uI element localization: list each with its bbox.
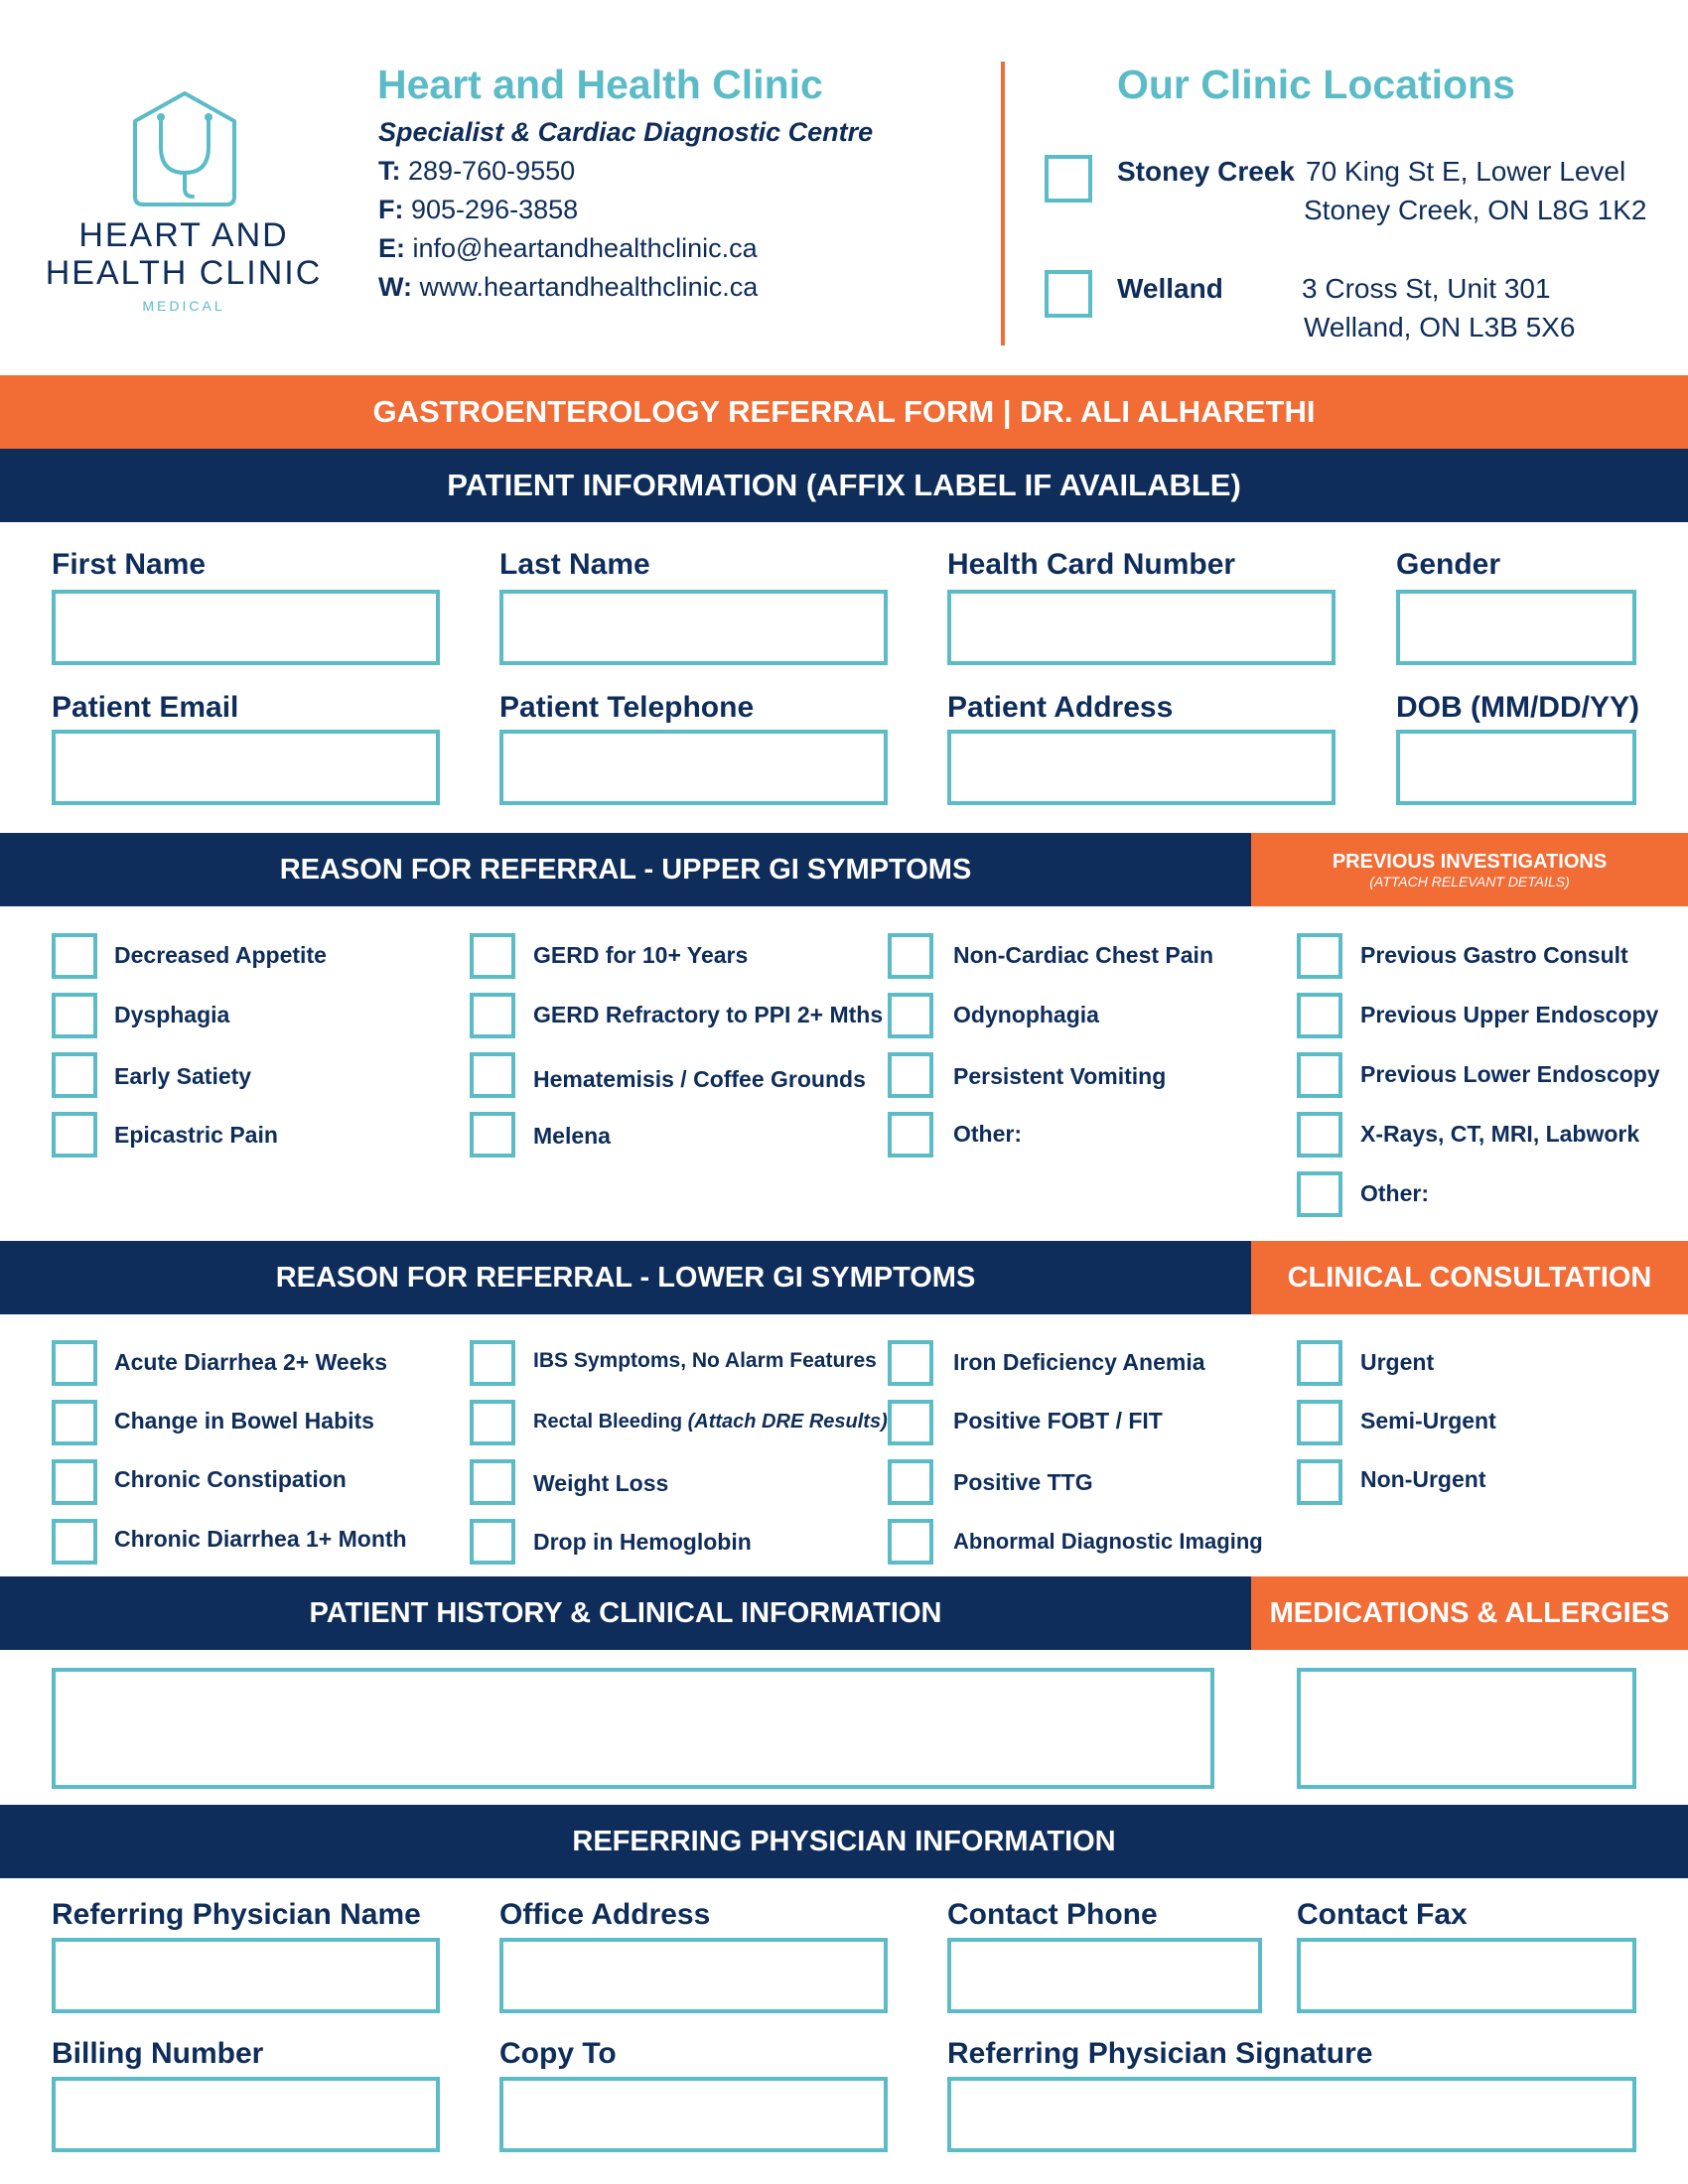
logo-line-3: MEDICAL [142,298,225,314]
previous-lower-endoscopy-checkbox[interactable] [1297,1052,1342,1098]
phone-value: 289-760-9550 [408,156,576,186]
chronic-diarrhea-checkbox[interactable] [52,1519,97,1565]
logo-line-1: HEART AND [78,216,289,254]
health-card-label: Health Card Number [947,548,1236,581]
first-name-label: First Name [52,548,207,581]
office-address-label: Office Address [499,1898,711,1931]
checkbox-label: Weight Loss [533,1470,669,1496]
locations-title: Our Clinic Locations [1117,62,1515,107]
last-name-field[interactable] [499,590,888,665]
weight-loss-checkbox[interactable] [470,1459,515,1505]
checkbox-label: Iron Deficiency Anemia [953,1349,1205,1375]
last-name-label: Last Name [499,548,650,581]
previous-upper-endoscopy-checkbox[interactable] [1297,993,1342,1038]
checkbox-label: Persistent Vomiting [953,1063,1167,1089]
health-card-field[interactable] [947,590,1336,665]
clinic-website [378,272,758,303]
fax-label: F: [378,195,404,224]
clinic-fax [378,195,578,225]
previous-gastro-consult-checkbox[interactable] [1297,933,1342,979]
history-field[interactable] [52,1668,1214,1789]
chronic-constipation-checkbox[interactable] [52,1459,97,1505]
checkbox-label: Decreased Appetite [114,942,327,968]
checkbox-label: Chronic Constipation [114,1466,347,1492]
epigastric-pain-checkbox[interactable] [52,1112,97,1158]
history-title: PATIENT HISTORY & CLINICAL INFORMATION [0,1576,1251,1650]
checkbox-label: Dysphagia [114,1002,230,1027]
location-name: Stoney Creek [1117,156,1295,187]
imaging-labwork-checkbox[interactable] [1297,1112,1342,1158]
checkbox-label: Urgent [1360,1349,1435,1375]
header-divider [1001,62,1005,345]
location-welland-checkbox[interactable] [1045,270,1092,318]
previous-investigations-title: PREVIOUS INVESTIGATIONS [1332,850,1608,873]
checkbox-label: Melena [533,1123,611,1149]
physician-section-title: REFERRING PHYSICIAN INFORMATION [0,1805,1688,1878]
previous-investigations-header [1251,833,1688,906]
gender-label: Gender [1396,548,1501,581]
contact-phone-field[interactable] [947,1938,1262,2013]
form-title: GASTROENTEROLOGY REFERRAL FORM | DR. ALI ALHARETHI [0,375,1688,449]
physician-name-field[interactable] [52,1938,440,2013]
gender-field[interactable] [1396,590,1636,665]
patient-telephone-label: Patient Telephone [499,691,755,724]
clinic-name: Heart and Health Clinic [377,62,823,107]
web-value[interactable]: www.heartandhealthclinic.ca [419,272,759,302]
contact-phone-label: Contact Phone [947,1898,1158,1931]
checkbox-label: IBS Symptoms, No Alarm Features [533,1349,877,1372]
semi-urgent-checkbox[interactable] [1297,1400,1342,1445]
early-satiety-checkbox[interactable] [52,1052,97,1098]
hematemesis-checkbox[interactable] [470,1052,515,1098]
checkbox-label: Change in Bowel Habits [114,1408,374,1433]
upper-gi-title: REASON FOR REFERRAL - UPPER GI SYMPTOMS [0,833,1251,906]
rectal-bleeding-label [533,1411,888,1433]
persistent-vomiting-checkbox[interactable] [888,1052,933,1098]
iron-deficiency-checkbox[interactable] [888,1340,933,1386]
non-urgent-checkbox[interactable] [1297,1459,1342,1505]
lower-gi-title: REASON FOR REFERRAL - LOWER GI SYMPTOMS [0,1241,1251,1314]
ibs-symptoms-checkbox[interactable] [470,1340,515,1386]
positive-fobt-checkbox[interactable] [888,1400,933,1445]
checkbox-label: Acute Diarrhea 2+ Weeks [114,1349,388,1375]
checkbox-label: Positive TTG [953,1469,1093,1495]
email-label: E: [378,233,405,263]
gerd-refractory-checkbox[interactable] [470,993,515,1038]
upper-other-checkbox[interactable] [888,1112,933,1158]
dob-label: DOB (MM/DD/YY) [1396,691,1639,724]
checkbox-label: Abnormal Diagnostic Imaging [953,1529,1263,1554]
checkbox-label: Previous Lower Endoscopy [1360,1061,1660,1087]
checkbox-label: Odynophagia [953,1002,1099,1027]
checkbox-label: Other: [953,1121,1022,1147]
location-address-line2: Stoney Creek, ON L8G 1K2 [1304,195,1647,225]
email-value[interactable]: info@heartandhealthclinic.ca [412,233,758,263]
checkbox-label: Other: [1360,1180,1429,1206]
billing-number-field[interactable] [52,2077,440,2152]
decreased-appetite-checkbox[interactable] [52,933,97,979]
billing-number-label: Billing Number [52,2037,264,2070]
signature-field[interactable] [947,2077,1636,2152]
location-address-line1: 3 Cross St, Unit 301 [1302,273,1551,304]
fax-value: 905-296-3858 [411,195,579,224]
checkbox-label: GERD for 10+ Years [533,942,749,968]
checkbox-label: GERD Refractory to PPI 2+ Mths [533,1002,884,1027]
signature-label: Referring Physician Signature [947,2037,1373,2070]
checkbox-label: Previous Gastro Consult [1360,942,1628,968]
physician-name-label: Referring Physician Name [52,1898,421,1931]
checkbox-label: X-Rays, CT, MRI, Labwork [1360,1121,1640,1147]
patient-address-label: Patient Address [947,691,1174,724]
rectal-bleeding-main: Rectal Bleeding [533,1411,683,1433]
drop-hemoglobin-checkbox[interactable] [470,1519,515,1565]
patient-email-field[interactable] [52,730,440,805]
rectal-bleeding-checkbox[interactable] [470,1400,515,1445]
patient-section-title: PATIENT INFORMATION (AFFIX LABEL IF AVAILABLE) [0,449,1688,522]
location-address-line1: 70 King St E, Lower Level [1306,156,1626,187]
medications-field[interactable] [1297,1668,1636,1789]
investigations-other-checkbox[interactable] [1297,1171,1342,1217]
checkbox-label: Previous Upper Endoscopy [1360,1002,1659,1027]
clinic-phone [378,156,575,187]
odynophagia-checkbox[interactable] [888,993,933,1038]
dysphagia-checkbox[interactable] [52,993,97,1038]
checkbox-label: Epicastric Pain [114,1122,278,1148]
checkbox-label: Early Satiety [114,1063,252,1089]
previous-investigations-subtitle: (ATTACH RELEVANT DETAILS) [1369,873,1570,889]
patient-address-field[interactable] [947,730,1336,805]
bowel-habits-checkbox[interactable] [52,1400,97,1445]
checkbox-label: Non-Urgent [1360,1466,1486,1492]
checkbox-label: Positive FOBT / FIT [953,1408,1163,1433]
checkbox-label: Chronic Diarrhea 1+ Month [114,1526,407,1552]
web-label: W: [378,272,412,302]
clinic-tagline: Specialist & Cardiac Diagnostic Centre [378,117,874,147]
checkbox-label: Drop in Hemoglobin [533,1529,752,1555]
rectal-bleeding-note: (Attach DRE Results) [687,1411,888,1433]
non-cardiac-chest-pain-checkbox[interactable] [888,933,933,979]
contact-fax-label: Contact Fax [1297,1898,1468,1931]
checkbox-label: Non-Cardiac Chest Pain [953,942,1213,968]
abnormal-imaging-checkbox[interactable] [888,1519,933,1565]
dob-field[interactable] [1396,730,1636,805]
medications-title: MEDICATIONS & ALLERGIES [1251,1576,1688,1650]
first-name-field[interactable] [52,590,440,665]
phone-label: T: [378,156,401,186]
checkbox-label: Semi-Urgent [1360,1408,1496,1433]
logo-line-2: HEALTH CLINIC [45,254,323,292]
office-address-field[interactable] [499,1938,888,2013]
stethoscope-house-icon [127,89,242,208]
acute-diarrhea-checkbox[interactable] [52,1340,97,1386]
gerd-10-years-checkbox[interactable] [470,933,515,979]
clinic-email [378,233,758,264]
patient-telephone-field[interactable] [499,730,888,805]
copy-to-field[interactable] [499,2077,888,2152]
copy-to-label: Copy To [499,2037,617,2070]
location-address-line2: Welland, ON L3B 5X6 [1304,312,1576,342]
location-name: Welland [1117,273,1223,304]
contact-fax-field[interactable] [1297,1938,1636,2013]
melena-checkbox[interactable] [470,1112,515,1158]
clinical-consultation-title: CLINICAL CONSULTATION [1251,1241,1688,1314]
checkbox-label: Hematemisis / Coffee Grounds [533,1066,866,1092]
positive-ttg-checkbox[interactable] [888,1459,933,1505]
location-stoney-creek-checkbox[interactable] [1045,155,1092,203]
patient-email-label: Patient Email [52,691,239,724]
urgent-checkbox[interactable] [1297,1340,1342,1386]
